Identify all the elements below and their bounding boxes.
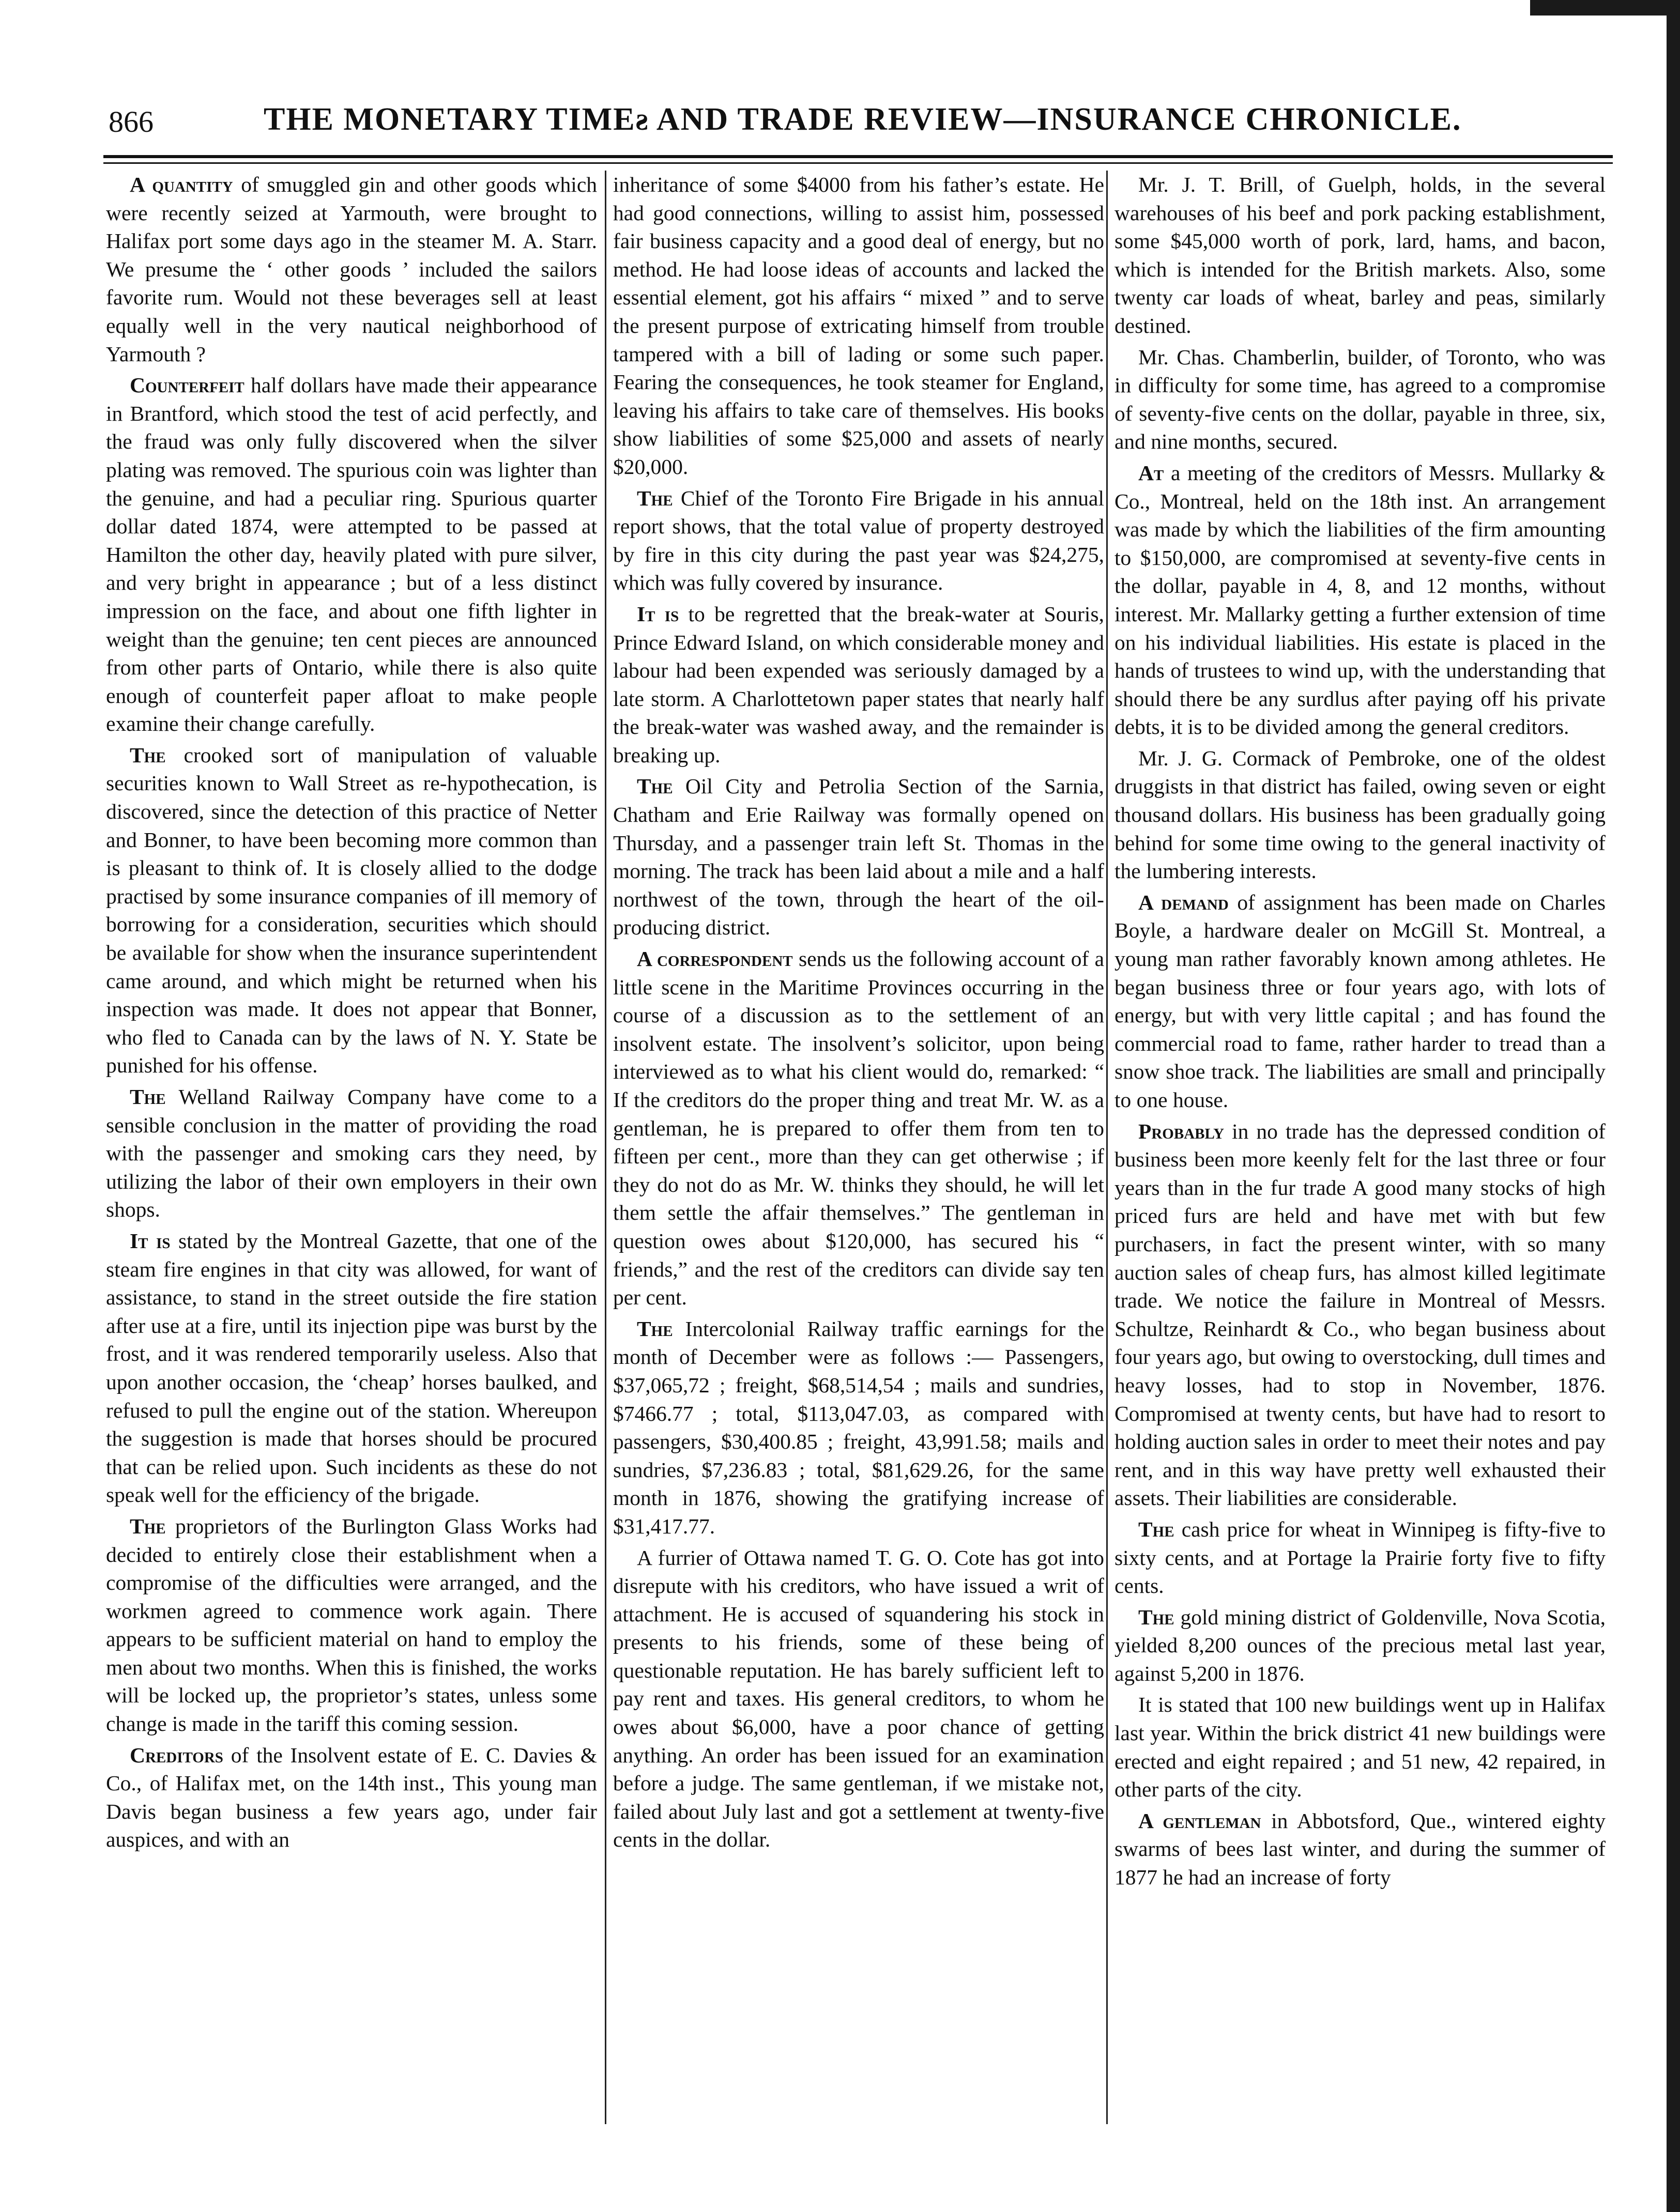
article-paragraph — [106, 1512, 597, 1738]
paragraph-lead: A demand — [1138, 890, 1229, 914]
article-paragraph — [1114, 1691, 1606, 1803]
paragraph-lead: Counterfeit — [130, 373, 245, 397]
paragraph-text: of the Insolvent estate of E. C. Davies & Co., of Halifax met, on the 14th inst., This young man Davis began business a few years ago, under fair auspices, and with an — [106, 1743, 597, 1852]
article-paragraph — [1114, 459, 1606, 741]
article-paragraph — [106, 1227, 597, 1509]
paragraph-text: Oil City and Petrolia Section of the Sarnia, Chatham and Erie Railway was formally opened on Thursday, and a passenger train left St. Thomas in the morning. The track has been laid about a mile and a half northwest of the town, through the heart of the oil-producing district. — [613, 774, 1104, 940]
paragraph-text: Mr. J. T. Brill, of Guelph, holds, in the several warehouses of his beef and pork packing establishment, some $45,000 worth of pork, lard, hams, and bacon, which is intended for the British markets. Also, some twenty car loads of wheat, barley and peas, similarly destined. — [1114, 173, 1606, 337]
article-paragraph — [1114, 171, 1606, 340]
article-paragraph — [1114, 744, 1606, 885]
paragraph-lead: A quantity — [130, 173, 233, 196]
paragraph-text: crooked sort of manipulation of valuable securities known to Wall Street as re-hypothecation, is discovered, since the detection of this practice of Netter and Bonner, to have been becoming more common than is pleasant to think of. It is closely allied to the dodge practised by some insurance companies of ill memory of borrowing for a consideration, securities which should be available for show when the insurance superintendent came around, and which might be returned when his inspection was made. It does not appear that Bonner, who fled to Canada can by the laws of N. Y. State be punished for his offense. — [106, 743, 597, 1078]
paragraph-text: sends us the following account of a little scene in the Maritime Provinces occurring in the course of a discussion as to the settlement of an insolvent estate. The insolvent’s solicitor, upon being interviewed as to what his client would do, remarked: “ If the creditors do the proper thing and treat Mr. W. as a gentleman, he is prepared to offer them from ten to fifteen per cent., more than they can get otherwise ; if they do not do as Mr. W. thinks they should, he will let them settle the affair themselves.” The gentleman in question owes about $120,000, has secured his “ friends,” and the rest of the creditors can divide say ten per cent. — [613, 947, 1104, 1310]
paragraph-lead: It is — [637, 602, 679, 626]
paragraph-text: proprietors of the Burlington Glass Works had decided to entirely close their establishment when a compromise of the difficulties were arranged, and the workmen agreed to commence work again. There appears to be sufficient material on hand to employ the men about two months. When this is finished, the works will be locked up, the proprietor’s states, unless some change is made in the tariff this coming session. — [106, 1514, 597, 1736]
article-paragraph — [1114, 888, 1606, 1114]
scan-edge-top — [1530, 0, 1680, 16]
paragraph-lead: The — [1138, 1517, 1174, 1541]
paragraph-text: to be regretted that the break-water at Souris, Prince Edward Island, on which considerable money and labour had been expended was seriously damaged by a late storm. A Charlottetown paper states that nearly half the break-water was washed away, and the remainder is breaking up. — [613, 602, 1104, 767]
paragraph-text: in Abbotsford, Que., wintered eighty swarms of bees last winter, and during the summer of 1877 he had an increase of forty — [1114, 1808, 1606, 1890]
paragraph-text: Mr. Chas. Chamberlin, builder, of Toronto, who was in difficulty for some time, has agreed to a compromise of seventy-five cents on the dollar, payable in three, six, and nine months, secured. — [1114, 345, 1606, 454]
column-divider — [1106, 171, 1108, 2124]
paragraph-text: stated by the Montreal Gazette, that one of the steam fire engines in that city was allowed, for want of assistance, to stand in the street outside the fire station after use at a fire, until its injection pipe was burst by the frost, and it was rendered temporarily useless. Also that upon another occasion, the ‘cheap’ horses baulked, and refused to pull the engine out of the station. Whereupon the suggestion is made that horses should be procured that can be relied upon. Such incidents as these do not speak well for the efficiency of the brigade. — [106, 1228, 597, 1507]
paragraph-lead: Probably — [1138, 1119, 1225, 1143]
paragraph-lead: The — [130, 1514, 166, 1538]
article-paragraph — [613, 1315, 1104, 1541]
article-paragraph — [1114, 343, 1606, 456]
column-divider — [605, 171, 606, 2124]
article-paragraph — [613, 945, 1104, 1312]
page-number: 866 — [109, 105, 154, 139]
paragraph-lead: The — [637, 486, 673, 510]
paragraph-text: of smuggled gin and other goods which were recently seized at Yarmouth, were brought to Halifax port some days ago in the steamer M. A. Starr. We presume the ‘ other goods ’ included the sailors favorite rum. Would not these beverages sell at least equally well in the very nautical neighborhood of Yarmouth ? — [106, 173, 597, 366]
page-header — [93, 101, 1602, 148]
article-paragraph — [613, 484, 1104, 597]
paragraph-text: A furrier of Ottawa named T. G. O. Cote has got into disrepute with his creditors, who have issued a writ of attachment. He is accused of squandering his stock in presents to his friends, some of these being of questionable reputation. He has barely sufficient left to pay rent and taxes. His general creditors, to whom he owes about $6,000, have a poor chance of getting anything. An order has been issued for an examination before a judge. The same gentleman, if we mistake not, failed about July last and got a settlement at twenty-five cents in the dollar. — [613, 1545, 1104, 1852]
paragraph-lead: The — [130, 743, 166, 767]
paragraph-lead: Creditors — [130, 1743, 223, 1767]
paragraph-text: Mr. J. G. Cormack of Pembroke, one of the oldest druggists in that district has failed, owing seven or eight thousand dollars. His business has been gradually going behind for some time owing to the general inactivity of the lumbering interests. — [1114, 746, 1606, 883]
article-paragraph — [1114, 1117, 1606, 1512]
header-rule-thin — [103, 162, 1613, 164]
article-paragraph — [106, 741, 597, 1080]
paragraph-text: of assignment has been made on Charles Boyle, a hardware dealer on McGill St. Montreal, a young man rather favorably known among athletes. He began business three or four years ago, with lots of energy, but with very little capital ; and has found the commercial road to fame, rather harder to tread than a snow shoe track. The liabilities are small and principally to one house. — [1114, 890, 1606, 1112]
article-paragraph — [106, 371, 597, 738]
article-paragraph — [1114, 1807, 1606, 1892]
column-2 — [613, 171, 1104, 2129]
paragraph-text: inheritance of some $4000 from his father’s estate. He had good connections, willing to assist him, possessed fair business capacity and a good deal of energy, but no method. He had loose ideas of accounts and lacked the essential element, got his affairs “ mixed ” and to serve the present purpose of extricating himself from trouble tampered with a bill of lading or some such paper. Fearing the consequences, he took steamer for England, leaving his affairs to take care of themselves. His books show liabilities of some $25,000 and assets of nearly $20,000. — [613, 173, 1104, 479]
paragraph-lead: A gentleman — [1138, 1808, 1261, 1833]
article-paragraph — [1114, 1515, 1606, 1600]
paragraph-text: in no trade has the depressed condition of business been more keenly felt for the last three or four years than in the fur trade A good many stocks of high priced furs are held and have met with but few purchasers, in fact the present winter, with so many auction sales of cheap furs, has almost killed legitimate trade. We notice the failure in Montreal of Messrs. Schultze, Reinhardt & Co., who began business about four years ago, but owing to overstocking, dull times and heavy losses, had to stop in November, 1876. Compromised at twenty cents, but have had to resort to holding auction sales in order to meet their notes and pay rent, and in this way have pretty well exhausted their assets. Their liabilities are considerable. — [1114, 1119, 1606, 1510]
scan-edge-right — [1667, 0, 1680, 2212]
column-3 — [1114, 171, 1606, 2129]
paragraph-lead: The — [637, 1316, 673, 1341]
article-paragraph — [613, 772, 1104, 942]
paragraph-text: Intercolonial Railway traffic earnings for the month of December were as follows :— Passengers, $37,065,72 ; freight, $68,514,54 ; mails and sundries, $7466.77 ; total, $113,047.03, as compared with passengers, $30,400.85 ; freight, 43,991.58; mails and sundries, $7,236.83 ; total, $81,629.26, for the same month in 1876, showing the gratifying increase of $31,417.77. — [613, 1316, 1104, 1538]
header-rule-thick — [103, 155, 1613, 158]
article-paragraph — [106, 171, 597, 368]
running-title: THE MONETARY TIMEƨ AND TRADE REVIEW—INSURANCE CHRONICLE. — [264, 102, 1462, 137]
article-paragraph — [1114, 1603, 1606, 1688]
article-paragraph — [106, 1741, 597, 1854]
paragraph-text: It is stated that 100 new buildings went up in Halifax last year. Within the brick district 41 new buildings were erected and eight repaired ; and 51 new, 42 repaired, in other parts of the city. — [1114, 1693, 1606, 1802]
paragraph-text: a meeting of the creditors of Messrs. Mullarky & Co., Montreal, held on the 18th inst. An arrangement was made by which the liabilities of the firm amounting to $150,000, are compromised at seventy-five cents in the dollar, payable in 4, 8, and 12 months, without interest. Mr. Mallarky getting a further extension of time on his individual liabilities. His estate is placed in the hands of trustees to wind up, with the understanding that should there be any surdlus after paying off his private debts, it is to be divided among the general creditors. — [1114, 460, 1606, 739]
paragraph-text: Chief of the Toronto Fire Brigade in his annual report shows, that the total value of property destroyed by fire in this city during the past year was $24,275, which was fully covered by insurance. — [613, 486, 1104, 595]
paragraph-lead: The — [637, 774, 673, 798]
article-paragraph — [106, 1083, 597, 1224]
paragraph-text: Welland Railway Company have come to a sensible conclusion in the matter of providing the road with the passenger and smoking cars they need, by utilizing the labor of their own employers in their own shops. — [106, 1085, 597, 1222]
article-paragraph — [613, 1544, 1104, 1854]
article-paragraph — [613, 600, 1104, 770]
paragraph-lead: The — [1138, 1605, 1174, 1629]
paragraph-lead: A correspondent — [637, 947, 793, 971]
paragraph-text: gold mining district of Goldenville, Nova Scotia, yielded 8,200 ounces of the precious metal last year, against 5,200 in 1876. — [1114, 1605, 1606, 1685]
paragraph-lead: It is — [130, 1228, 171, 1253]
paragraph-lead: At — [1138, 460, 1164, 485]
column-1 — [106, 171, 597, 2129]
article-paragraph — [613, 171, 1104, 481]
paragraph-text: half dollars have made their appearance in Brantford, which stood the test of acid perfectly, and the fraud was only fully discovered when the silver plating was removed. The spurious coin was lighter than the genuine, and had a peculiar ring. Spurious quarter dollar dated 1874, were attempted to be passed at Hamilton the other day, heavily plated with pure silver, and very bright in appearance ; but of a less distinct impression on the face, and about one fifth lighter in weight than the genuine; ten cent pieces are announced from other parts of Ontario, while there is also quite enough of counterfeit paper afloat to make people examine their change carefully. — [106, 373, 597, 736]
paragraph-lead: The — [130, 1085, 166, 1109]
paragraph-text: cash price for wheat in Winnipeg is fifty-five to sixty cents, and at Portage la Prairie forty five to fifty cents. — [1114, 1517, 1606, 1598]
